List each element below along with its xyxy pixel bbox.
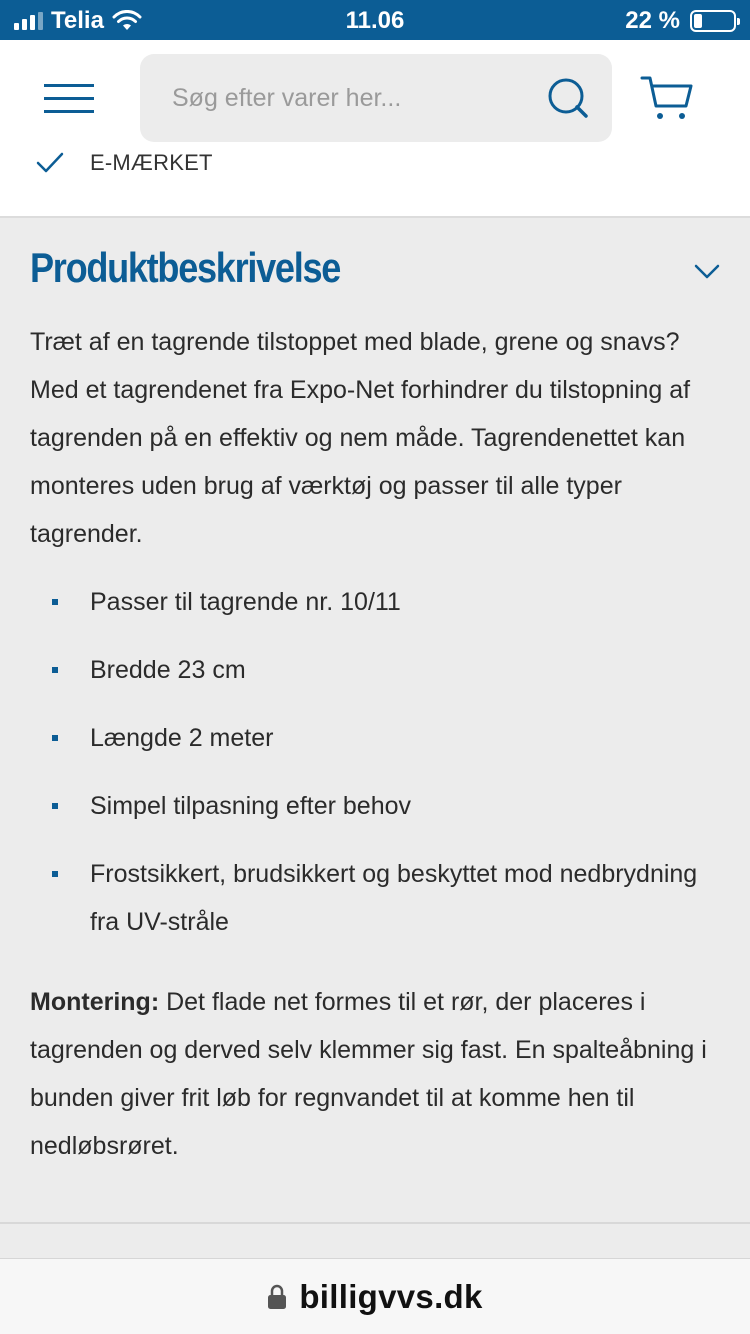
status-bar [0,0,750,40]
chevron-down-icon[interactable] [694,264,720,280]
bullet-icon [52,871,58,877]
list-item [30,646,725,694]
list-item [30,714,725,762]
list-item-text: Længde 2 meter [90,724,274,752]
search-bar[interactable] [140,54,612,142]
clock: 11.06 [345,7,405,34]
check-icon [36,151,64,175]
site-domain: billigvvs.dk [299,1277,483,1315]
search-input[interactable] [172,54,552,142]
section-title: Produktbeskrivelse [30,244,341,291]
mounting-paragraph [30,978,725,1170]
mounting-label: Montering: [30,988,160,1016]
bullet-icon [52,599,58,605]
bullet-icon [52,735,58,741]
emaerket-row [36,150,213,176]
list-item-text: Frostsikkert, brudsikkert og beskyttet mod nedbrydning fra UV-stråle [90,860,698,936]
battery-level [694,14,702,28]
bullet-icon [52,667,58,673]
lock-icon [267,1284,287,1310]
list-item [30,578,725,626]
bullet-icon [52,803,58,809]
feature-list [30,578,725,966]
battery-icon [690,10,736,32]
status-right [625,7,736,35]
list-item-text: Bredde 23 cm [90,656,246,684]
emaerket-label: E-MÆRKET [90,150,213,175]
hamburger-menu-icon[interactable] [44,82,96,116]
list-item [30,850,725,946]
list-item-text: Simpel tilpasning efter behov [90,792,412,820]
section-divider [0,1222,750,1224]
browser-address-bar[interactable] [0,1258,750,1334]
list-item [30,782,725,830]
battery-percentage: 22 % [625,7,680,34]
cart-icon[interactable] [640,74,694,124]
mounting-text: Det flade net formes til et rør, der placeres i tagrenden og derved selv klemmer sig fast. En spalteåbning i bunden giver frit løb for regnvandet til at komme hen til nedløbsrøret. [30,988,707,1160]
product-description: Træt af en tagrende tilstoppet med blade, grene og snavs? Med et tagrendenet fra Expo-Net forhindrer du tilstopning af tagrenden på en effektiv og nem måde. Tagrendenettet kan monteres uden brug af værktøj og passer til alle typer tagrender. [30,328,691,548]
site-header [0,40,750,218]
carrier-name: Telia [51,7,104,34]
search-icon[interactable] [546,76,590,120]
list-item-text: Passer til tagrende nr. 10/11 [90,588,401,616]
product-description-toggle[interactable] [30,244,720,304]
